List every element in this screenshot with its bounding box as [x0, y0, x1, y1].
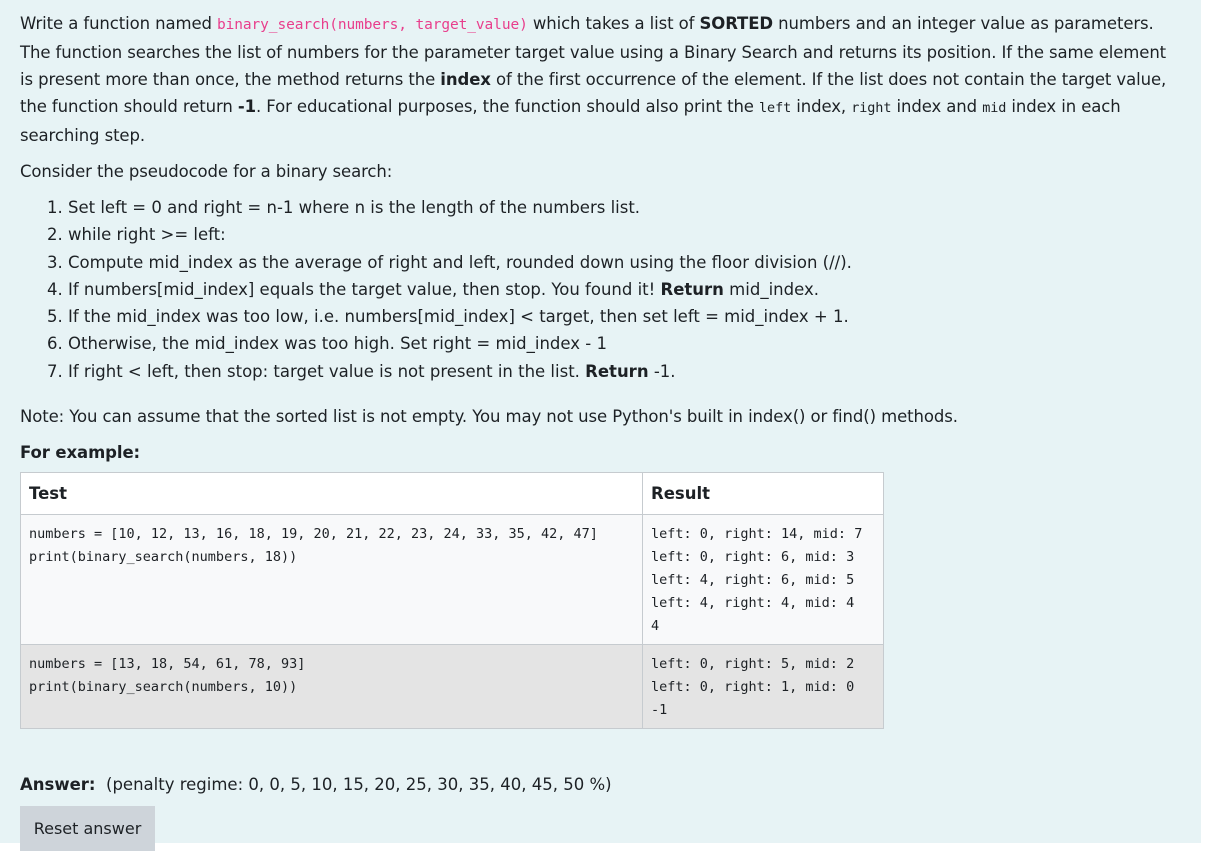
index-emphasis: index [440, 70, 491, 89]
desc-text-1: Write a function named [20, 14, 218, 33]
pseudocode-step [68, 221, 1181, 248]
mid-code: mid [982, 100, 1007, 116]
step-text: while right >= left: [68, 225, 226, 245]
result-column-header: Result [643, 473, 884, 515]
test-column-header: Test [21, 473, 643, 515]
desc-text-3: numbers and an integer value as parameters. The function searches the list of numbers for the parameter target value using a Binary Search and returns its position. If the same element is present more than once, the method returns the [20, 14, 1167, 89]
desc-text-7: index and [891, 97, 983, 116]
return-emphasis: Return [585, 361, 649, 381]
for-example-heading: For example: [20, 443, 141, 463]
desc-text-8: index in each searching step. [20, 97, 1121, 145]
function-signature-code: binary_search(numbers, target_value) [217, 17, 528, 33]
desc-text-5: . For educational purposes, the function should also print the [256, 97, 760, 116]
pseudocode-step [68, 358, 1181, 385]
step-text: Set left = 0 and right = n-1 where n is the length of the numbers list. [68, 198, 641, 217]
step-text: -1. [648, 361, 676, 381]
step-text: If numbers[mid_index] equals the target value, then stop. You found it! [68, 279, 661, 299]
penalty-regime: (penalty regime: 0, 0, 5, 10, 15, 20, 25, 30, 35, 40, 45, 50 %) [106, 775, 612, 794]
pseudocode-step [68, 276, 1181, 303]
pseudocode-step [68, 249, 1181, 276]
table-row [21, 645, 884, 729]
sorted-emphasis: SORTED [699, 14, 773, 33]
pseudocode-step [68, 330, 1181, 357]
desc-text-4: of the first occurrence of the element. If the list does not contain the target value, the function should return [20, 70, 1167, 116]
step-text: Compute mid_index as the average of right and left, rounded down using the floor division (//). [68, 252, 852, 272]
test-cell: numbers = [10, 12, 13, 16, 18, 19, 20, 21, 22, 23, 24, 33, 35, 42, 47] print(binary_search(numbers, 18)) [21, 515, 643, 645]
pseudocode-intro: Consider the pseudocode for a binary search: [20, 162, 393, 181]
result-cell: left: 0, right: 14, mid: 7 left: 0, right: 6, mid: 3 left: 4, right: 6, mid: 5 left: 4, right: 4, mid: 4 4 [643, 515, 884, 645]
examples-table [20, 472, 884, 729]
question-description [20, 10, 1181, 149]
return-emphasis: Return [660, 279, 724, 299]
reset-answer-button[interactable]: Reset answer [20, 806, 155, 851]
table-row [21, 515, 884, 645]
left-code: left [759, 100, 792, 116]
desc-text-2: which takes a list of [527, 14, 700, 33]
note-text: Note: You can assume that the sorted list is not empty. You may not use Python's built in index() or find() methods. [20, 407, 958, 427]
minus-one-emphasis: -1 [237, 97, 257, 116]
result-cell: left: 0, right: 5, mid: 2 left: 0, right: 1, mid: 0 -1 [643, 645, 884, 729]
right-code: right [851, 100, 892, 116]
step-text: If right < left, then stop: target value is not present in the list. [68, 361, 586, 381]
pseudocode-step [68, 194, 1181, 221]
step-text: mid_index. [723, 279, 819, 299]
pseudocode-step [68, 303, 1181, 330]
step-text: Otherwise, the mid_index was too high. Set right = mid_index - 1 [68, 334, 607, 354]
table-header-row [21, 473, 884, 515]
desc-text-6: index, [791, 97, 852, 116]
step-text: If the mid_index was too low, i.e. numbers[mid_index] < target, then set left = mid_index + 1. [68, 307, 849, 327]
answer-line [20, 771, 612, 798]
pseudocode-steps [20, 194, 1181, 385]
answer-label: Answer: [20, 775, 96, 794]
test-cell: numbers = [13, 18, 54, 61, 78, 93] print(binary_search(numbers, 10)) [21, 645, 643, 729]
